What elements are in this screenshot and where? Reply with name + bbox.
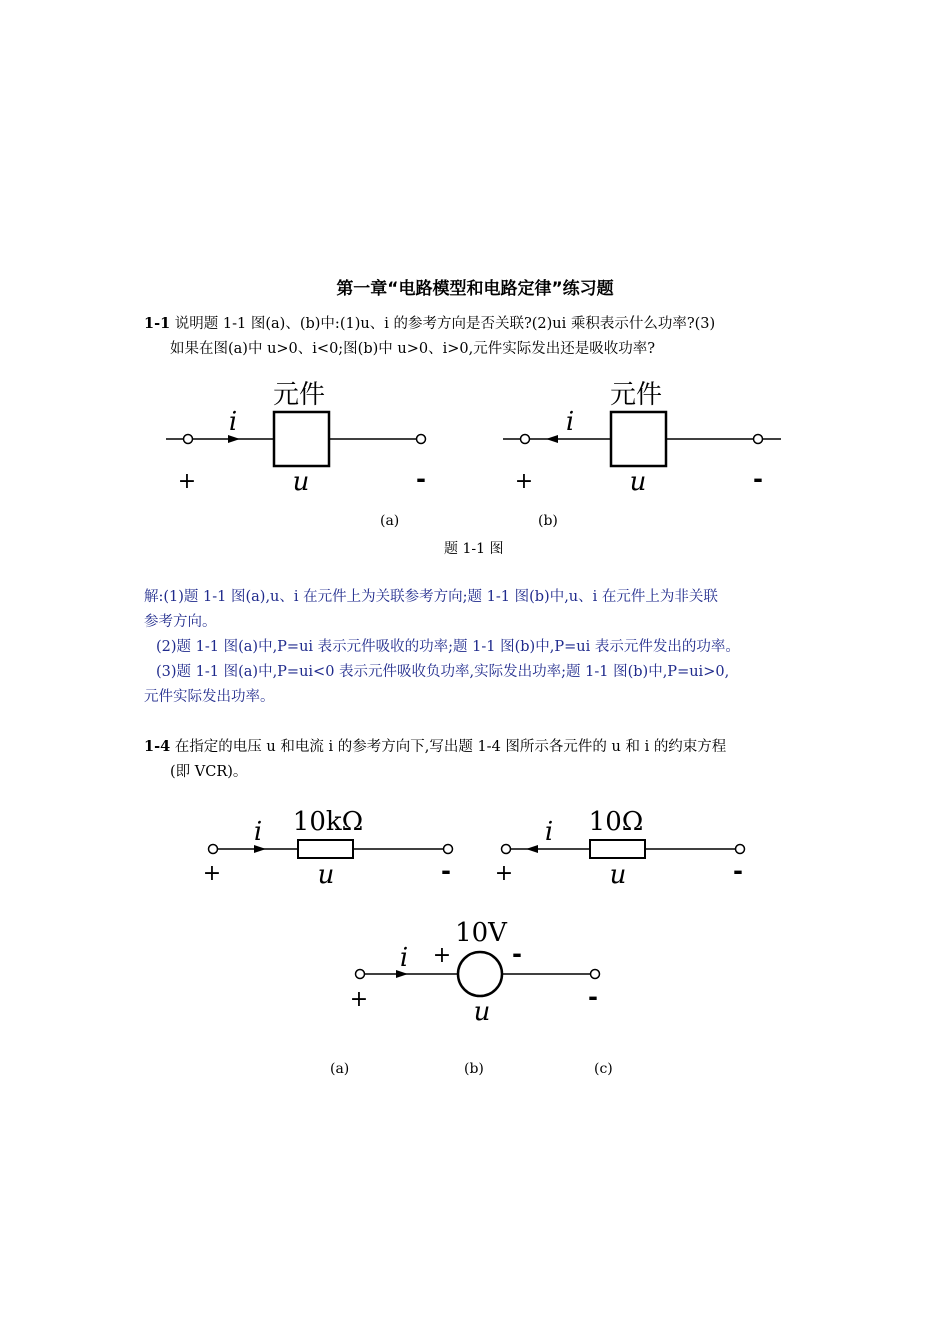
current-arrow-left (546, 435, 558, 443)
minus-sign: - (441, 857, 451, 885)
element-box (274, 412, 329, 466)
circuit-a (166, 380, 426, 497)
plus-sign: + (349, 987, 369, 1012)
terminal-left (184, 435, 193, 444)
plus-sign: + (177, 469, 197, 494)
figure-caption: 题 1-1 图 (444, 541, 504, 557)
solution (144, 585, 824, 710)
current-arrow-left (526, 845, 538, 853)
circuit-c-source (350, 918, 600, 1027)
question-text-line1: 说明题 1-1 图(a)、(b)中:(1)u、i 的参考方向是否关联?(2)ui 乘积表示什么功率?(3) (170, 316, 716, 332)
minus-sign: - (733, 857, 743, 885)
solution-line4: (3)题 1-1 图(a)中,P=ui<0 表示元件吸收负功率,实际发出功率;题 1-1 图(b)中,P=ui>0, (156, 664, 730, 680)
question-text-line2: 如果在图(a)中 u>0、i<0;图(b)中 u>0、i>0,元件实际发出还是吸收功率? (170, 341, 655, 357)
current-label: i (565, 407, 575, 437)
element-box (611, 412, 666, 466)
element-label: 元件 (272, 380, 326, 410)
caption-b: (b) (538, 513, 558, 529)
terminal-right (591, 970, 600, 979)
terminal-right (417, 435, 426, 444)
current-label: i (253, 817, 263, 847)
source-value: 10V (455, 918, 507, 948)
solution-line2: 参考方向。 (144, 614, 217, 630)
solution-line3: (2)题 1-1 图(a)中,P=ui 表示元件吸收的功率;题 1-1 图(b)中,P=ui 表示元件发出的功率。 (156, 639, 740, 655)
element-label: 元件 (609, 380, 663, 410)
voltage-label: u (629, 467, 647, 497)
current-label: i (228, 407, 238, 437)
terminal-left (356, 970, 365, 979)
circuit-b-resistor (495, 807, 745, 890)
terminal-right (754, 435, 763, 444)
resistor-body (298, 840, 353, 858)
voltage-label: u (317, 860, 335, 890)
terminal-left (209, 845, 218, 854)
source-plus: + (432, 943, 452, 968)
terminal-right (444, 845, 453, 854)
circuit-b (503, 380, 781, 497)
minus-sign: - (416, 465, 426, 493)
terminal-left (502, 845, 511, 854)
question-text-line2: (即 VCR)。 (170, 764, 248, 780)
circuit-a-resistor (203, 807, 453, 890)
resistor-value: 10Ω (588, 807, 644, 837)
resistor-body (590, 840, 645, 858)
plus-sign: + (202, 861, 222, 886)
voltage-source (458, 952, 502, 996)
voltage-label: u (609, 860, 627, 890)
voltage-label: u (292, 467, 310, 497)
resistor-value: 10kΩ (292, 807, 364, 837)
plus-sign: + (514, 469, 534, 494)
caption-c: (c) (594, 1061, 613, 1077)
solution-line1: 解:(1)题 1-1 图(a),u、i 在元件上为关联参考方向;题 1-1 图(b)中,u、i 在元件上为非关联 (144, 589, 718, 605)
plus-sign: + (494, 861, 514, 886)
minus-sign: - (753, 465, 763, 493)
current-label: i (544, 817, 554, 847)
solution-line5: 元件实际发出功率。 (144, 689, 275, 705)
figure-1-4 (180, 800, 780, 1040)
question-1-4 (144, 734, 824, 785)
source-minus: - (512, 940, 522, 968)
caption-b: (b) (464, 1061, 484, 1077)
caption-a: (a) (380, 513, 400, 529)
question-text-line1: 在指定的电压 u 和电流 i 的参考方向下,写出题 1-4 图所示各元件的 u 和 i 的约束方程 (170, 739, 727, 755)
current-label: i (399, 943, 409, 973)
voltage-label: u (473, 997, 491, 1027)
caption-a: (a) (330, 1061, 350, 1077)
page-title: 第一章“电路模型和电路定律”练习题 (336, 279, 614, 299)
question-1-1 (144, 311, 824, 362)
question-number: 1-1 (144, 315, 171, 332)
question-number: 1-4 (144, 738, 171, 755)
minus-sign: - (588, 983, 598, 1011)
terminal-right (736, 845, 745, 854)
terminal-left (521, 435, 530, 444)
